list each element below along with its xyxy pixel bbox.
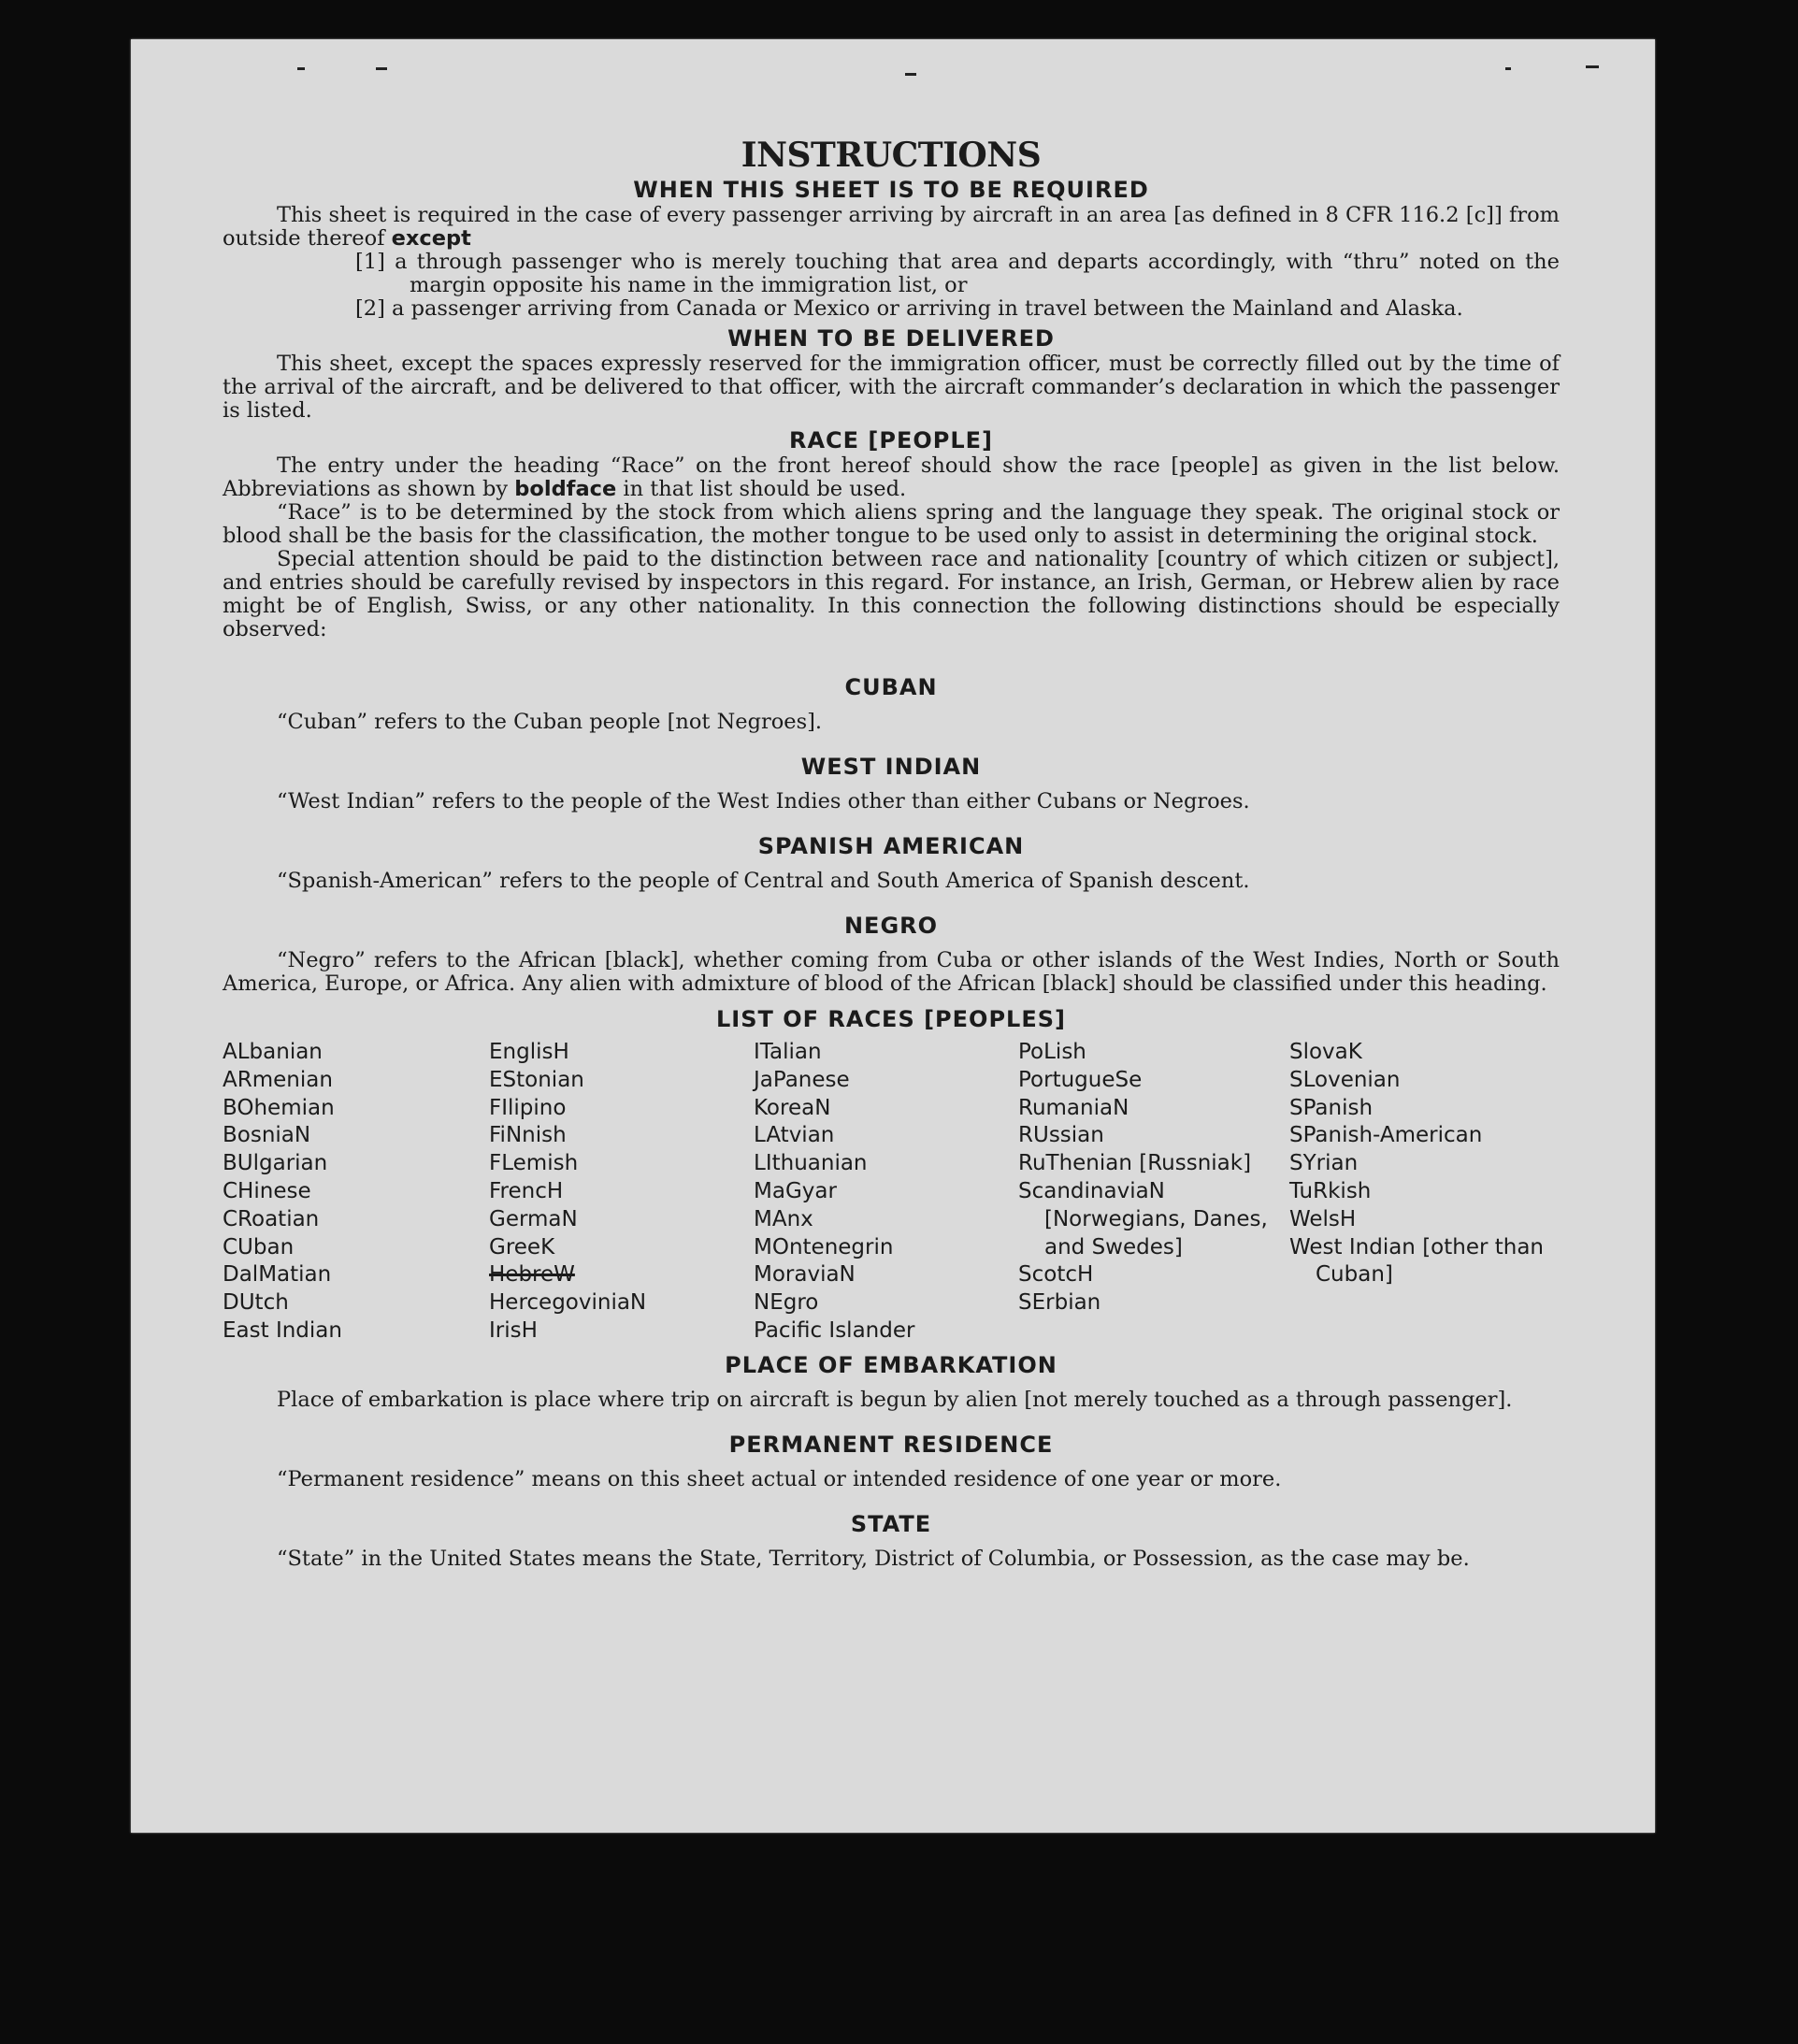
race-entry: DUtch <box>223 1290 289 1316</box>
race-entry: LIthuanian <box>754 1151 868 1176</box>
race-entry: Pacific Islander <box>754 1317 915 1343</box>
heading-west-indian: WEST INDIAN <box>800 754 982 780</box>
race-entry: EStonian <box>489 1067 584 1092</box>
race-entry: PoLish <box>1018 1040 1086 1064</box>
race-entry: SYrian <box>1289 1151 1359 1176</box>
race-entry: RuThenian [Russniak] <box>1018 1151 1252 1176</box>
race-entry-struck <box>489 1261 754 1289</box>
race-entry: FrencH <box>489 1178 564 1203</box>
scan-mark <box>1586 65 1599 68</box>
race-entry: ScotcH <box>1018 1262 1094 1288</box>
heading-cuban: CUBAN <box>844 674 938 700</box>
race-entry: CRoatian <box>223 1206 320 1231</box>
required-intro-emphasis: except <box>391 226 471 251</box>
race-entry: BOhemian <box>223 1095 335 1120</box>
race-entry: HercegoviniaN <box>489 1290 647 1316</box>
scan-mark <box>376 67 387 70</box>
race-entry: ScandinaviaN [Norwegians, Danes, and Swedes] <box>1018 1178 1268 1260</box>
race-column-2 <box>489 1039 754 1346</box>
race-entry: MAnx <box>754 1206 813 1231</box>
heading-list-of-races: LIST OF RACES [PEOPLES] <box>716 1006 1066 1032</box>
race-entry: CHinese <box>223 1178 311 1203</box>
race-entry: BUlgarian <box>223 1151 328 1176</box>
race-list <box>223 1039 1560 1346</box>
spanish-american-text: “Spanish-American” refers to the people of Central and South America of Spanish descent. <box>277 869 1250 893</box>
race-entry: GreeK <box>489 1234 555 1260</box>
race-entry: MoraviaN <box>754 1262 856 1288</box>
race-entry: BosniaN <box>223 1123 311 1148</box>
west-indian-text: “West Indian” refers to the people of the West Indies other than either Cubans or Negroes. <box>277 789 1250 813</box>
race-paragraph-1 <box>223 454 1560 501</box>
page-title: INSTRUCTIONS <box>741 136 1042 175</box>
race-entry: JaPanese <box>754 1067 850 1092</box>
document-page <box>131 39 1655 1833</box>
race-entry: WelsH <box>1289 1206 1357 1231</box>
heading-when-required: WHEN THIS SHEET IS TO BE REQUIRED <box>633 177 1149 203</box>
residence-text: “Permanent residence” means on this sheet actual or intended residence of one year or more. <box>277 1466 1282 1491</box>
race-entry: DalMatian <box>223 1262 332 1288</box>
race-entry: LAtvian <box>754 1123 835 1148</box>
negro-text: “Negro” refers to the African [black], whether coming from Cuba or other islands of the West Indies, North or South America, Europe, or Africa. Any alien with admixture of blood of the African [black] should be classified under this heading. <box>223 948 1560 996</box>
race-entry: FiNnish <box>489 1123 567 1148</box>
heading-when-delivered: WHEN TO BE DELIVERED <box>727 325 1055 352</box>
scan-mark <box>905 73 916 76</box>
race-paragraph-2: “Race” is to be determined by the stock from which aliens spring and the language they speak. The original stock or blood shall be the basis for the classification, the mother tongue to be used only to assist in determining the original stock. <box>223 500 1560 548</box>
race-entry: IrisH <box>489 1317 538 1343</box>
race-column-4 <box>1018 1039 1289 1346</box>
race-entry: NEgro <box>754 1290 819 1316</box>
race-entry: KoreaN <box>754 1095 831 1120</box>
required-item-2: [2] a passenger arriving from Canada or Mexico or arriving in travel between the Mainland and Alaska. <box>355 296 1463 321</box>
race-p1-after: in that list should be used. <box>623 477 907 501</box>
race-entry: RUssian <box>1018 1123 1104 1148</box>
race-entry: West Indian [other than Cuban] <box>1289 1234 1545 1288</box>
race-entry: FIlipino <box>489 1095 567 1120</box>
race-entry: ARmenian <box>223 1067 333 1092</box>
race-p1-before: The entry under the heading “Race” on the front hereof should show the race [people] as given in the list below. Abbreviations as shown by <box>223 453 1560 501</box>
embarkation-text: Place of embarkation is place where trip on aircraft is begun by alien [not merely touched as a through passenger]. <box>277 1387 1513 1412</box>
required-intro-text: This sheet is required in the case of every passenger arriving by aircraft in an area [as defined in 8 CFR 116.2 [c]] from outside thereof <box>223 203 1560 251</box>
scan-mark <box>1505 67 1511 70</box>
required-item-1: [1] a through passenger who is merely touching that area and departs accordingly, with “thru” noted on the margin opposite his name in the immigration list, or <box>355 250 1560 297</box>
race-entry: SLovenian <box>1289 1067 1401 1092</box>
cuban-text: “Cuban” refers to the Cuban people [not Negroes]. <box>277 710 823 734</box>
race-entry: SPanish <box>1289 1095 1374 1120</box>
required-intro <box>223 204 1560 251</box>
state-text: “State” in the United States means the State, Territory, District of Columbia, or Possession, as the case may be. <box>277 1546 1470 1571</box>
delivered-text: This sheet, except the spaces expressly reserved for the immigration officer, must be correctly filled out by the time of the arrival of the aircraft, and be delivered to that officer, with the aircraft commander’s declaration in which the passenger is listed. <box>223 352 1560 423</box>
race-p1-bold: boldface <box>514 477 617 501</box>
race-entry: MaGyar <box>754 1178 837 1203</box>
race-entry: ALbanian <box>223 1040 323 1064</box>
heading-state: STATE <box>850 1510 932 1537</box>
race-entry: GermaN <box>489 1206 578 1231</box>
race-entry: SPanish-American <box>1289 1123 1483 1148</box>
race-entry: ITalian <box>754 1040 822 1064</box>
heading-place-of-embarkation: PLACE OF EMBARKATION <box>725 1351 1057 1378</box>
race-column-3 <box>754 1039 1018 1346</box>
race-entry: FLemish <box>489 1151 579 1176</box>
race-entry: SlovaK <box>1289 1040 1362 1064</box>
heading-negro: NEGRO <box>843 913 939 939</box>
race-entry: CUban <box>223 1234 295 1260</box>
struck-entry-text: HebreW <box>489 1262 575 1288</box>
race-column-1 <box>223 1039 489 1346</box>
race-entry: MOntenegrin <box>754 1234 894 1260</box>
race-column-5 <box>1289 1039 1560 1346</box>
race-entry: East Indian <box>223 1317 342 1343</box>
scan-mark <box>297 67 305 70</box>
race-paragraph-3: Special attention should be paid to the distinction between race and nationality [country of which citizen or subject], and entries should be carefully revised by inspectors in this regard. For instance, an Irish, German, or Hebrew alien by race might be of English, Swiss, or any other nationality. In this connection the following distinctions should be especially observed: <box>223 547 1560 641</box>
race-entry: RumaniaN <box>1018 1095 1129 1120</box>
race-entry: EnglisH <box>489 1040 569 1064</box>
heading-spanish-american: SPANISH AMERICAN <box>757 833 1025 859</box>
instructions-content <box>223 135 1560 1571</box>
race-entry: TuRkish <box>1289 1178 1372 1203</box>
heading-permanent-residence: PERMANENT RESIDENCE <box>728 1431 1054 1458</box>
heading-race: RACE [PEOPLE] <box>788 427 994 453</box>
race-entry: SErbian <box>1018 1290 1101 1316</box>
race-entry: PortugueSe <box>1018 1067 1143 1092</box>
